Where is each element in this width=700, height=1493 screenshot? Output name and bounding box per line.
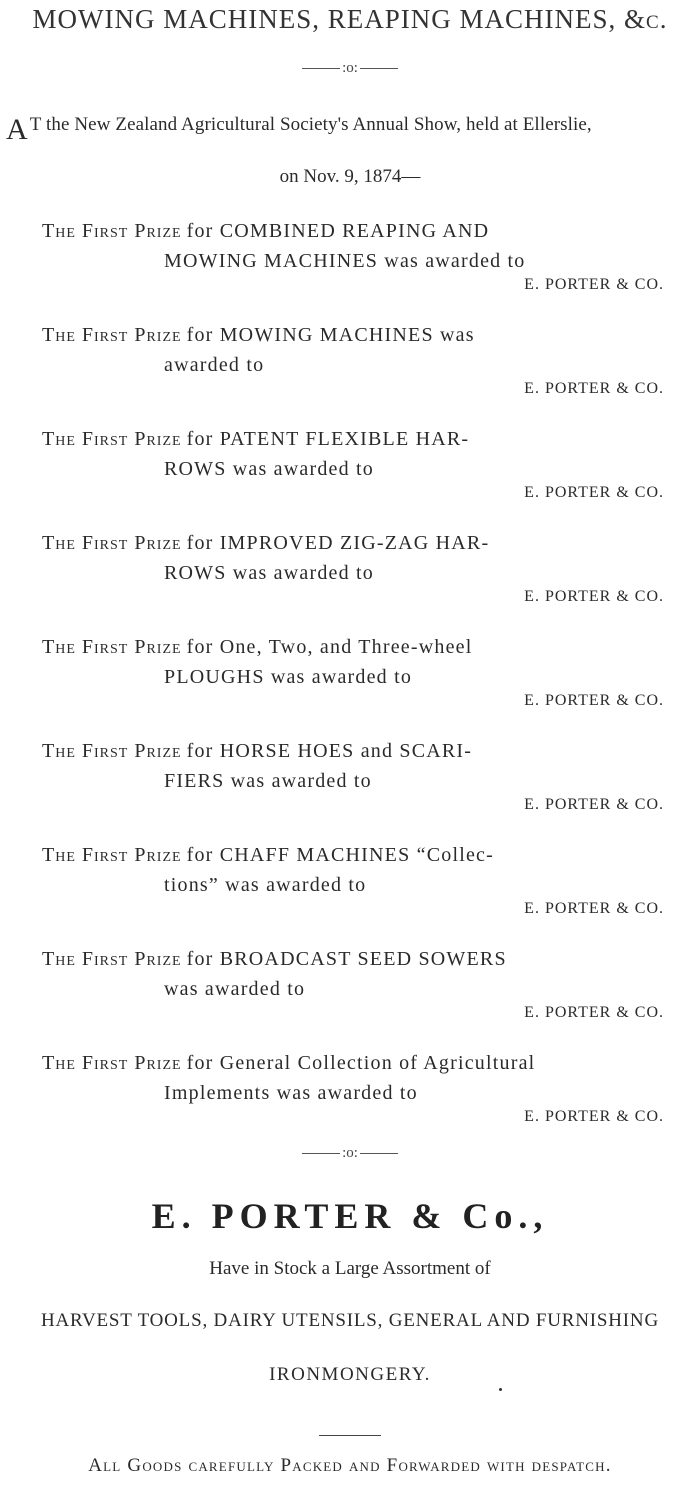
intro-dropcap: A	[6, 113, 28, 146]
headline: MOWING MACHINES, REAPING MACHINES, &c.	[32, 4, 668, 34]
prize-line-2: awarded to	[164, 354, 265, 376]
prize-line-2: ROWS was awarded to	[164, 562, 374, 584]
divider-dash-left	[302, 68, 340, 69]
prize-line-1	[42, 220, 489, 243]
prize-prefix: The First Prize	[42, 220, 182, 242]
prize-prefix: The First Prize	[42, 740, 182, 762]
prize-line-2: PLOUGHS was awarded to	[164, 666, 413, 688]
prize-line-1	[42, 740, 472, 763]
divider-bottom	[0, 1145, 700, 1162]
prize-awardee: E. PORTER & CO.	[524, 588, 664, 605]
intro-text-1: T the New Zealand Agricultural Society's Annual Show, held at Ellerslie,	[29, 114, 592, 135]
prize-line-1	[42, 324, 475, 347]
divider-top	[0, 60, 700, 77]
prize-prefix: The First Prize	[42, 948, 182, 970]
divider-text: :o:	[342, 60, 358, 76]
intro-line-1	[6, 114, 592, 145]
prize-category: for BROADCAST SEED SOWERS	[186, 948, 507, 970]
prize-category: for COMBINED REAPING AND	[186, 220, 490, 242]
prize-prefix: The First Prize	[42, 844, 182, 866]
goods-line: HARVEST TOOLS, DAIRY UTENSILS, GENERAL AND FURNISHING	[41, 1310, 659, 1331]
divider-dash-right	[360, 68, 398, 69]
prize-line-2: FIERS was awarded to	[164, 770, 372, 792]
prize-line-1	[42, 428, 469, 451]
prize-category: for PATENT FLEXIBLE HAR-	[186, 428, 470, 450]
prize-category: for IMPROVED ZIG-ZAG HAR-	[186, 532, 490, 554]
prize-line-1	[42, 948, 507, 971]
prize-awardee: E. PORTER & CO.	[524, 900, 664, 917]
goods-line-2: IRONMONGERY.	[269, 1364, 431, 1385]
prize-awardee: E. PORTER & CO.	[524, 380, 664, 397]
prize-prefix: The First Prize	[42, 532, 182, 554]
prize-line-1	[42, 844, 494, 867]
ink-speck	[499, 1388, 502, 1391]
prize-prefix: The First Prize	[42, 428, 182, 450]
prize-awardee: E. PORTER & CO.	[524, 276, 664, 293]
prize-prefix: The First Prize	[42, 636, 182, 658]
prize-prefix: The First Prize	[42, 324, 182, 346]
prize-line-2: Implements was awarded to	[164, 1082, 418, 1104]
prize-awardee: E. PORTER & CO.	[524, 692, 664, 709]
prize-line-2: ROWS was awarded to	[164, 458, 374, 480]
prize-line-2: was awarded to	[164, 978, 306, 1000]
prize-line-1	[42, 636, 472, 659]
prize-category: for HORSE HOES and SCARI-	[186, 740, 473, 762]
firm-name: E. PORTER & Co.,	[151, 1196, 549, 1236]
intro-line-2: on Nov. 9, 1874—	[279, 166, 421, 187]
prize-line-1	[42, 1052, 535, 1075]
prize-category: for One, Two, and Three-wheel	[186, 636, 473, 658]
prize-awardee: E. PORTER & CO.	[524, 484, 664, 501]
prize-awardee: E. PORTER & CO.	[524, 796, 664, 813]
prize-prefix: The First Prize	[42, 1052, 182, 1074]
prize-awardee: E. PORTER & CO.	[524, 1108, 664, 1125]
footer-notice: All Goods carefully Packed and Forwarded with despatch.	[88, 1455, 612, 1476]
divider-dash-left	[302, 1153, 340, 1154]
divider-text: :o:	[342, 1145, 358, 1161]
prize-line-2: tions” was awarded to	[164, 874, 367, 896]
prize-category: for MOWING MACHINES was	[186, 324, 475, 346]
prize-category: for General Collection of Agricultural	[186, 1052, 536, 1074]
prize-line-1	[42, 532, 489, 555]
divider-dash-right	[360, 1153, 398, 1154]
prize-category: for CHAFF MACHINES “Collec-	[186, 844, 494, 866]
prize-awardee: E. PORTER & CO.	[524, 1004, 664, 1021]
closing-rule	[319, 1435, 381, 1436]
stock-line: Have in Stock a Large Assortment of	[209, 1258, 491, 1279]
prize-line-2: MOWING MACHINES was awarded to	[164, 250, 526, 272]
